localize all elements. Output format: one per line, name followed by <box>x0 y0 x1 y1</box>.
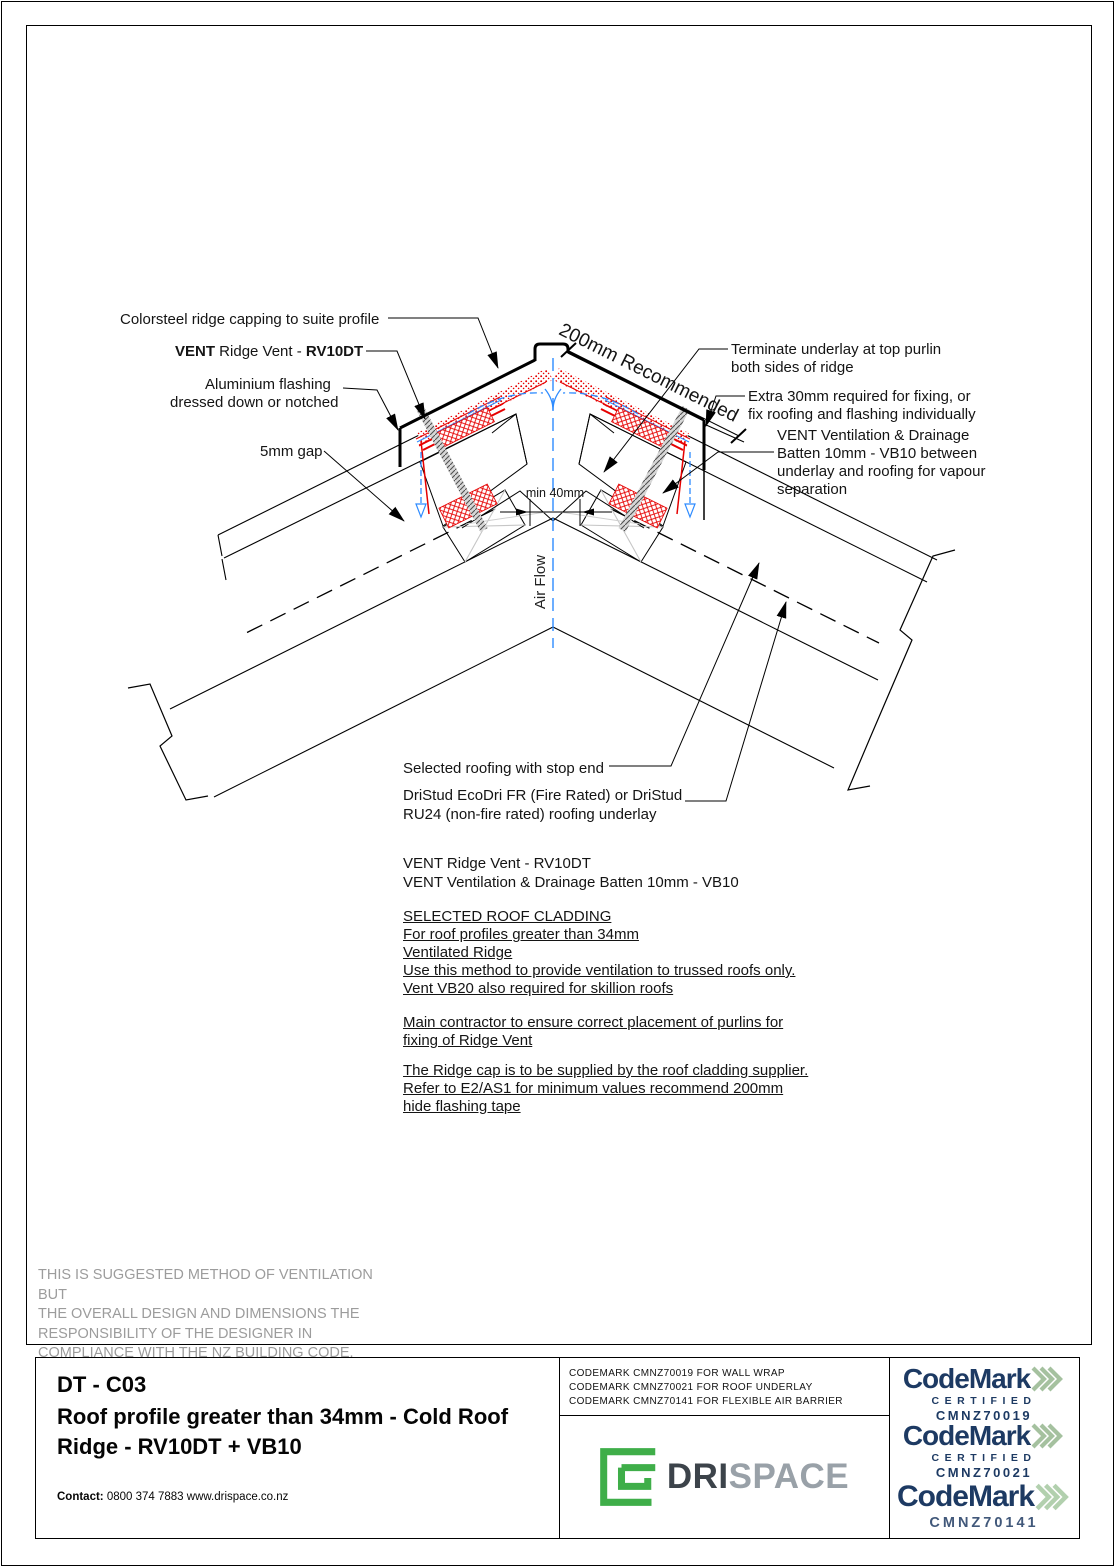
disclaimer-line: RESPONSIBILITY OF THE DESIGNER IN <box>38 1325 313 1342</box>
drawing-title-line1: Roof profile greater than 34mm - Cold Roof <box>57 1404 509 1429</box>
disclaimer-line: THE OVERALL DESIGN AND DIMENSIONS THE <box>38 1306 360 1322</box>
codemark-ref-line: CODEMARK CMNZ70019 FOR WALL WRAP <box>569 1368 785 1379</box>
note-line: VENT Ventilation & Drainage Batten 10mm - VB10 <box>403 874 739 891</box>
note-underlined: fixing of Ridge Vent <box>403 1032 533 1049</box>
chevrons-icon <box>1031 1366 1065 1392</box>
label-aluminium-1: Aluminium flashing <box>205 376 331 393</box>
codemark-badge-1: CodeMark CERTIFIED CMNZ70019 <box>889 1363 1079 1423</box>
dimension-200mm-text: 200mm Recommended <box>555 319 742 427</box>
drispace-wordmark: DRISPACE <box>666 1457 850 1496</box>
label-ridge-vent: VENT Ridge Vent - RV10DT <box>175 343 364 360</box>
label-aluminium-2: dressed down or notched <box>170 394 339 411</box>
codemark-badges <box>889 1358 1079 1538</box>
note-underlined: For roof profiles greater than 34mm <box>403 926 639 943</box>
drawing-title-line2: Ridge - RV10DT + VB10 <box>57 1434 302 1459</box>
codemark-badge-2: CodeMark CERTIFIED CMNZ70021 <box>889 1420 1079 1480</box>
label-extra30-2: fix roofing and flashing individually <box>748 406 976 423</box>
drispace-logo <box>559 1416 889 1538</box>
title-block <box>35 1357 1080 1539</box>
label-dristud-2: RU24 (non-fire rated) roofing underlay <box>403 806 657 823</box>
label-stop-end: Selected roofing with stop end <box>403 760 604 777</box>
note-underlined: Use this method to provide ventilation to trussed roofs only. <box>403 962 796 979</box>
label-extra30-1: Extra 30mm required for fixing, or <box>748 388 971 405</box>
label-terminate-2: both sides of ridge <box>731 359 854 376</box>
chevrons-icon <box>1031 1423 1065 1449</box>
label-terminate-1: Terminate underlay at top purlin <box>731 341 942 358</box>
label-vb10-4: separation <box>777 481 848 498</box>
label-vb10-3: underlay and roofing for vapour <box>777 463 986 480</box>
dimension-min40-text: min 40mm <box>525 486 585 500</box>
break-line-left <box>128 684 208 800</box>
chevrons-icon <box>1035 1483 1071 1511</box>
disclaimer-line: COMPLIANCE WITH THE NZ BUILDING CODE. <box>38 1345 354 1361</box>
codemark-ref-line: CODEMARK CMNZ70021 FOR ROOF UNDERLAY <box>569 1382 813 1394</box>
disclaimer <box>38 1266 398 1364</box>
drispace-logo-icon <box>599 1447 659 1507</box>
label-5mm-gap: 5mm gap <box>260 443 323 460</box>
note-underlined: SELECTED ROOF CLADDING <box>403 908 612 925</box>
underlay-dashed-lines <box>240 509 879 643</box>
note-underlined: Ventilated Ridge <box>403 944 513 961</box>
note-underlined: Main contractor to ensure correct placement of purlins for <box>403 1014 784 1031</box>
label-vb10-2: Batten 10mm - VB10 between <box>777 445 978 462</box>
contact-line: Contact: 0800 374 7883 www.drispace.co.nz <box>57 1491 289 1503</box>
drawing-number: DT - C03 <box>57 1372 147 1397</box>
break-line-right <box>848 550 955 790</box>
note-underlined: Refer to E2/AS1 for minimum values recommend 200mm <box>403 1080 784 1097</box>
note-underlined: Vent VB20 also required for skillion roofs <box>403 980 674 997</box>
airflow-label: Air Flow <box>532 554 549 610</box>
codemark-badge-3: CodeMark CMNZ70141 <box>889 1480 1079 1531</box>
disclaimer-line: THIS IS SUGGESTED METHOD OF VENTILATION BUT <box>38 1267 373 1303</box>
label-colorsteel: Colorsteel ridge capping to suite profile <box>120 311 380 328</box>
label-vb10-1: VENT Ventilation & Drainage <box>777 427 970 444</box>
note-underlined: hide flashing tape <box>403 1098 521 1115</box>
note-line: VENT Ridge Vent - RV10DT <box>403 855 591 872</box>
codemark-ref-line: CODEMARK CMNZ70141 FOR FLEXIBLE AIR BARRIER <box>569 1396 843 1408</box>
codemark-reference-lines <box>569 1367 843 1410</box>
note-underlined: The Ridge cap is to be supplied by the roof cladding supplier. <box>403 1062 809 1079</box>
label-dristud-1: DriStud EcoDri FR (Fire Rated) or DriStud <box>403 787 683 804</box>
